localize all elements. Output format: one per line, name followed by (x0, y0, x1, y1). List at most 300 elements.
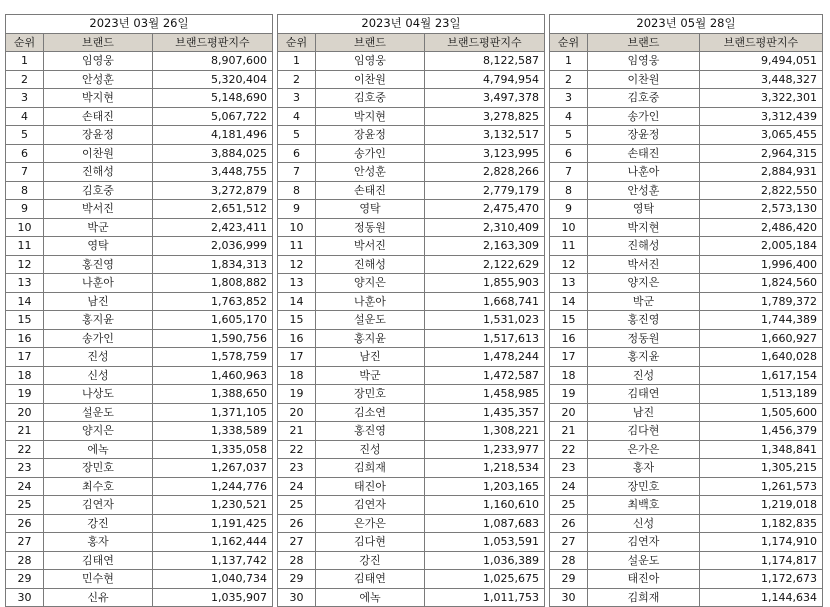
index-cell: 1,203,165 (425, 477, 545, 496)
brand-cell: 나훈아 (44, 274, 153, 293)
rank-cell: 22 (6, 440, 44, 459)
index-cell: 1,808,882 (153, 274, 273, 293)
rank-header: 순위 (550, 33, 588, 52)
table-date: 2023년 04월 23일 (278, 15, 545, 34)
rank-cell: 25 (6, 496, 44, 515)
rank-cell: 8 (6, 181, 44, 200)
table-row (278, 181, 545, 200)
index-cell: 3,322,301 (700, 89, 823, 108)
index-cell: 1,305,215 (700, 459, 823, 478)
brand-cell: 남진 (316, 348, 425, 367)
ranking-table-1 (5, 14, 273, 607)
brand-cell: 강진 (44, 514, 153, 533)
rank-cell: 16 (278, 329, 316, 348)
rank-cell: 2 (278, 70, 316, 89)
brand-cell: 손태진 (44, 107, 153, 126)
brand-cell: 김연자 (588, 533, 700, 552)
brand-cell: 최수호 (44, 477, 153, 496)
brand-cell: 나상도 (44, 385, 153, 404)
brand-cell: 임영웅 (588, 52, 700, 71)
index-cell: 4,794,954 (425, 70, 545, 89)
table-row (550, 218, 823, 237)
index-cell: 1,087,683 (425, 514, 545, 533)
table-row (6, 477, 273, 496)
rank-cell: 21 (550, 422, 588, 441)
index-cell: 9,494,051 (700, 52, 823, 71)
table-row (6, 274, 273, 293)
rank-cell: 4 (6, 107, 44, 126)
brand-cell: 영탁 (316, 200, 425, 219)
rank-cell: 28 (550, 551, 588, 570)
brand-cell: 장민호 (44, 459, 153, 478)
brand-cell: 진해성 (588, 237, 700, 256)
index-cell: 2,122,629 (425, 255, 545, 274)
table-row (278, 237, 545, 256)
rank-cell: 27 (6, 533, 44, 552)
rank-cell: 23 (550, 459, 588, 478)
rank-cell: 26 (6, 514, 44, 533)
rank-cell: 8 (550, 181, 588, 200)
rank-cell: 6 (6, 144, 44, 163)
index-cell: 2,822,550 (700, 181, 823, 200)
index-cell: 1,137,742 (153, 551, 273, 570)
table-row (550, 533, 823, 552)
rank-cell: 6 (550, 144, 588, 163)
rank-cell: 1 (550, 52, 588, 71)
brand-cell: 태진아 (316, 477, 425, 496)
brand-cell: 신성 (588, 514, 700, 533)
table-row (550, 459, 823, 478)
index-header: 브랜드평판지수 (425, 33, 545, 52)
table-row (278, 496, 545, 515)
rank-cell: 2 (6, 70, 44, 89)
table-row (278, 70, 545, 89)
brand-cell: 진해성 (316, 255, 425, 274)
rank-cell: 9 (6, 200, 44, 219)
index-cell: 1,513,189 (700, 385, 823, 404)
table-row (550, 422, 823, 441)
rank-cell: 24 (550, 477, 588, 496)
rank-cell: 11 (6, 237, 44, 256)
rank-cell: 1 (278, 52, 316, 71)
brand-cell: 안성훈 (44, 70, 153, 89)
index-cell: 1,763,852 (153, 292, 273, 311)
index-cell: 1,053,591 (425, 533, 545, 552)
table-row (6, 255, 273, 274)
brand-cell: 박서진 (44, 200, 153, 219)
table-row (550, 570, 823, 589)
brand-cell: 박서진 (316, 237, 425, 256)
brand-cell: 박군 (44, 218, 153, 237)
index-cell: 1,144,634 (700, 588, 823, 607)
table-row (6, 107, 273, 126)
table-row (550, 200, 823, 219)
table-row (550, 440, 823, 459)
rank-cell: 29 (550, 570, 588, 589)
brand-cell: 김연자 (44, 496, 153, 515)
brand-cell: 설운도 (316, 311, 425, 330)
index-cell: 5,148,690 (153, 89, 273, 108)
table-row (6, 144, 273, 163)
rank-header: 순위 (6, 33, 44, 52)
brand-cell: 안성훈 (588, 181, 700, 200)
rank-cell: 15 (278, 311, 316, 330)
brand-cell: 홍지윤 (44, 311, 153, 330)
rank-cell: 10 (550, 218, 588, 237)
rank-cell: 18 (6, 366, 44, 385)
brand-cell: 박서진 (588, 255, 700, 274)
index-cell: 1,789,372 (700, 292, 823, 311)
table-row (278, 200, 545, 219)
table-row (550, 52, 823, 71)
rank-cell: 20 (278, 403, 316, 422)
brand-cell: 김다현 (316, 533, 425, 552)
rank-cell: 17 (278, 348, 316, 367)
table-row (6, 329, 273, 348)
brand-cell: 양지은 (588, 274, 700, 293)
rank-cell: 7 (6, 163, 44, 182)
rank-cell: 5 (550, 126, 588, 145)
index-cell: 1,160,610 (425, 496, 545, 515)
table-body (278, 52, 545, 607)
brand-cell: 홍진영 (316, 422, 425, 441)
index-cell: 1,578,759 (153, 348, 273, 367)
rank-cell: 23 (278, 459, 316, 478)
index-cell: 1,233,977 (425, 440, 545, 459)
table-row (6, 533, 273, 552)
table-row (6, 514, 273, 533)
index-cell: 1,230,521 (153, 496, 273, 515)
table-row (278, 255, 545, 274)
rank-cell: 1 (6, 52, 44, 71)
index-cell: 1,174,817 (700, 551, 823, 570)
rank-cell: 16 (550, 329, 588, 348)
table-row (6, 237, 273, 256)
index-cell: 1,996,400 (700, 255, 823, 274)
index-cell: 1,855,903 (425, 274, 545, 293)
rank-cell: 23 (6, 459, 44, 478)
index-cell: 1,478,244 (425, 348, 545, 367)
index-cell: 1,172,673 (700, 570, 823, 589)
rank-cell: 6 (278, 144, 316, 163)
brand-cell: 정동원 (588, 329, 700, 348)
rank-cell: 11 (278, 237, 316, 256)
table-row (278, 477, 545, 496)
rank-cell: 30 (550, 588, 588, 607)
table-row (6, 70, 273, 89)
index-cell: 1,261,573 (700, 477, 823, 496)
index-cell: 5,067,722 (153, 107, 273, 126)
table-row (278, 274, 545, 293)
table-row (278, 551, 545, 570)
rank-cell: 21 (6, 422, 44, 441)
rank-cell: 18 (550, 366, 588, 385)
index-cell: 1,267,037 (153, 459, 273, 478)
index-cell: 4,181,496 (153, 126, 273, 145)
table-row (6, 403, 273, 422)
brand-cell: 진성 (588, 366, 700, 385)
table-row (6, 218, 273, 237)
index-cell: 1,025,675 (425, 570, 545, 589)
table-row (278, 459, 545, 478)
table-row (6, 551, 273, 570)
table-row (550, 181, 823, 200)
table-row (278, 126, 545, 145)
rank-cell: 18 (278, 366, 316, 385)
rank-header: 순위 (278, 33, 316, 52)
brand-cell: 이찬원 (588, 70, 700, 89)
table-row (550, 348, 823, 367)
brand-cell: 영탁 (44, 237, 153, 256)
brand-header: 브랜드 (44, 33, 153, 52)
brand-cell: 장윤정 (44, 126, 153, 145)
brand-cell: 임영웅 (44, 52, 153, 71)
index-cell: 2,486,420 (700, 218, 823, 237)
table-row (6, 163, 273, 182)
rank-cell: 5 (6, 126, 44, 145)
index-cell: 1,218,534 (425, 459, 545, 478)
rank-cell: 15 (550, 311, 588, 330)
table-row (6, 440, 273, 459)
index-cell: 1,435,357 (425, 403, 545, 422)
brand-cell: 김희재 (588, 588, 700, 607)
table-row (550, 403, 823, 422)
brand-cell: 강진 (316, 551, 425, 570)
rank-cell: 7 (550, 163, 588, 182)
rank-cell: 13 (278, 274, 316, 293)
brand-cell: 양지은 (316, 274, 425, 293)
table-row (550, 514, 823, 533)
brand-cell: 영탁 (588, 200, 700, 219)
table-row (6, 126, 273, 145)
brand-cell: 나훈아 (588, 163, 700, 182)
table-row (550, 255, 823, 274)
index-cell: 1,590,756 (153, 329, 273, 348)
rank-cell: 14 (550, 292, 588, 311)
index-cell: 3,272,879 (153, 181, 273, 200)
brand-cell: 김태연 (316, 570, 425, 589)
brand-cell: 박군 (588, 292, 700, 311)
rank-cell: 19 (6, 385, 44, 404)
table-row (550, 551, 823, 570)
index-cell: 1,834,313 (153, 255, 273, 274)
index-cell: 2,423,411 (153, 218, 273, 237)
index-cell: 2,310,409 (425, 218, 545, 237)
brand-cell: 진해성 (44, 163, 153, 182)
table-row (550, 107, 823, 126)
table-row (278, 107, 545, 126)
brand-cell: 신유 (44, 588, 153, 607)
index-cell: 1,219,018 (700, 496, 823, 515)
rank-cell: 25 (550, 496, 588, 515)
brand-cell: 임영웅 (316, 52, 425, 71)
index-cell: 1,531,023 (425, 311, 545, 330)
index-cell: 1,035,907 (153, 588, 273, 607)
index-cell: 1,036,389 (425, 551, 545, 570)
table-row (6, 89, 273, 108)
brand-cell: 홍지윤 (588, 348, 700, 367)
index-cell: 1,371,105 (153, 403, 273, 422)
rank-cell: 12 (6, 255, 44, 274)
rank-cell: 24 (6, 477, 44, 496)
index-cell: 1,456,379 (700, 422, 823, 441)
index-cell: 1,605,170 (153, 311, 273, 330)
index-cell: 8,907,600 (153, 52, 273, 71)
index-cell: 1,162,444 (153, 533, 273, 552)
index-cell: 3,065,455 (700, 126, 823, 145)
rank-cell: 17 (550, 348, 588, 367)
index-cell: 8,122,587 (425, 52, 545, 71)
rank-cell: 9 (550, 200, 588, 219)
table-row (278, 89, 545, 108)
table-row (550, 126, 823, 145)
brand-cell: 송가인 (316, 144, 425, 163)
brand-cell: 설운도 (588, 551, 700, 570)
table-row (278, 52, 545, 71)
rank-cell: 30 (6, 588, 44, 607)
brand-cell: 김다현 (588, 422, 700, 441)
rank-cell: 15 (6, 311, 44, 330)
rank-cell: 3 (550, 89, 588, 108)
index-cell: 1,308,221 (425, 422, 545, 441)
table-date: 2023년 03월 26일 (6, 15, 273, 34)
index-cell: 1,191,425 (153, 514, 273, 533)
index-cell: 5,320,404 (153, 70, 273, 89)
index-cell: 1,640,028 (700, 348, 823, 367)
table-row (6, 422, 273, 441)
index-header: 브랜드평판지수 (700, 33, 823, 52)
rank-cell: 24 (278, 477, 316, 496)
table-row (550, 477, 823, 496)
table-row (278, 440, 545, 459)
index-cell: 3,497,378 (425, 89, 545, 108)
table-row (278, 292, 545, 311)
table-row (6, 496, 273, 515)
table-row (550, 70, 823, 89)
table-row (550, 292, 823, 311)
table-row (6, 52, 273, 71)
brand-cell: 이찬원 (44, 144, 153, 163)
brand-cell: 손태진 (588, 144, 700, 163)
brand-cell: 은가은 (588, 440, 700, 459)
table-row (6, 200, 273, 219)
index-cell: 1,460,963 (153, 366, 273, 385)
table-row (278, 588, 545, 607)
brand-cell: 나훈아 (316, 292, 425, 311)
brand-cell: 홍자 (44, 533, 153, 552)
table-row (6, 181, 273, 200)
rank-cell: 26 (278, 514, 316, 533)
brand-cell: 신성 (44, 366, 153, 385)
rank-cell: 19 (278, 385, 316, 404)
index-cell: 3,132,517 (425, 126, 545, 145)
brand-cell: 이찬원 (316, 70, 425, 89)
brand-cell: 김호중 (44, 181, 153, 200)
rank-cell: 8 (278, 181, 316, 200)
rank-cell: 14 (278, 292, 316, 311)
rank-cell: 13 (550, 274, 588, 293)
index-cell: 2,651,512 (153, 200, 273, 219)
table-row (278, 422, 545, 441)
table-row (278, 385, 545, 404)
table-row (6, 348, 273, 367)
rank-cell: 17 (6, 348, 44, 367)
index-header: 브랜드평판지수 (153, 33, 273, 52)
table-row (6, 385, 273, 404)
index-cell: 3,123,995 (425, 144, 545, 163)
brand-cell: 장윤정 (316, 126, 425, 145)
index-cell: 1,348,841 (700, 440, 823, 459)
table-body (550, 52, 823, 607)
brand-cell: 김연자 (316, 496, 425, 515)
brand-cell: 정동원 (316, 218, 425, 237)
ranking-table-2 (277, 14, 545, 607)
brand-cell: 태진아 (588, 570, 700, 589)
index-cell: 2,964,315 (700, 144, 823, 163)
rank-cell: 12 (278, 255, 316, 274)
rank-cell: 4 (278, 107, 316, 126)
brand-cell: 안성훈 (316, 163, 425, 182)
index-cell: 1,517,613 (425, 329, 545, 348)
rank-cell: 11 (550, 237, 588, 256)
table-row (6, 588, 273, 607)
brand-cell: 설운도 (44, 403, 153, 422)
brand-cell: 홍진영 (588, 311, 700, 330)
index-cell: 1,660,927 (700, 329, 823, 348)
brand-cell: 홍지윤 (316, 329, 425, 348)
index-cell: 3,884,025 (153, 144, 273, 163)
rank-cell: 25 (278, 496, 316, 515)
table-row (550, 144, 823, 163)
brand-cell: 최백호 (588, 496, 700, 515)
brand-cell: 김소연 (316, 403, 425, 422)
rank-cell: 21 (278, 422, 316, 441)
brand-cell: 남진 (44, 292, 153, 311)
rank-cell: 12 (550, 255, 588, 274)
brand-cell: 박군 (316, 366, 425, 385)
index-cell: 2,828,266 (425, 163, 545, 182)
brand-cell: 김희재 (316, 459, 425, 478)
rank-cell: 27 (550, 533, 588, 552)
rank-cell: 20 (550, 403, 588, 422)
brand-cell: 은가은 (316, 514, 425, 533)
brand-cell: 장민호 (588, 477, 700, 496)
index-cell: 3,312,439 (700, 107, 823, 126)
table-row (550, 311, 823, 330)
brand-cell: 홍진영 (44, 255, 153, 274)
index-cell: 1,744,389 (700, 311, 823, 330)
table-row (278, 570, 545, 589)
brand-cell: 김태연 (44, 551, 153, 570)
brand-cell: 양지은 (44, 422, 153, 441)
index-cell: 1,182,835 (700, 514, 823, 533)
index-cell: 2,779,179 (425, 181, 545, 200)
table-row (6, 459, 273, 478)
brand-cell: 장민호 (316, 385, 425, 404)
table-row (278, 533, 545, 552)
rank-cell: 22 (278, 440, 316, 459)
table-row (6, 570, 273, 589)
table-row (550, 496, 823, 515)
rank-cell: 2 (550, 70, 588, 89)
brand-cell: 김태연 (588, 385, 700, 404)
table-row (278, 366, 545, 385)
index-cell: 2,036,999 (153, 237, 273, 256)
rank-cell: 28 (6, 551, 44, 570)
rank-cell: 10 (278, 218, 316, 237)
table-row (550, 588, 823, 607)
index-cell: 3,278,825 (425, 107, 545, 126)
